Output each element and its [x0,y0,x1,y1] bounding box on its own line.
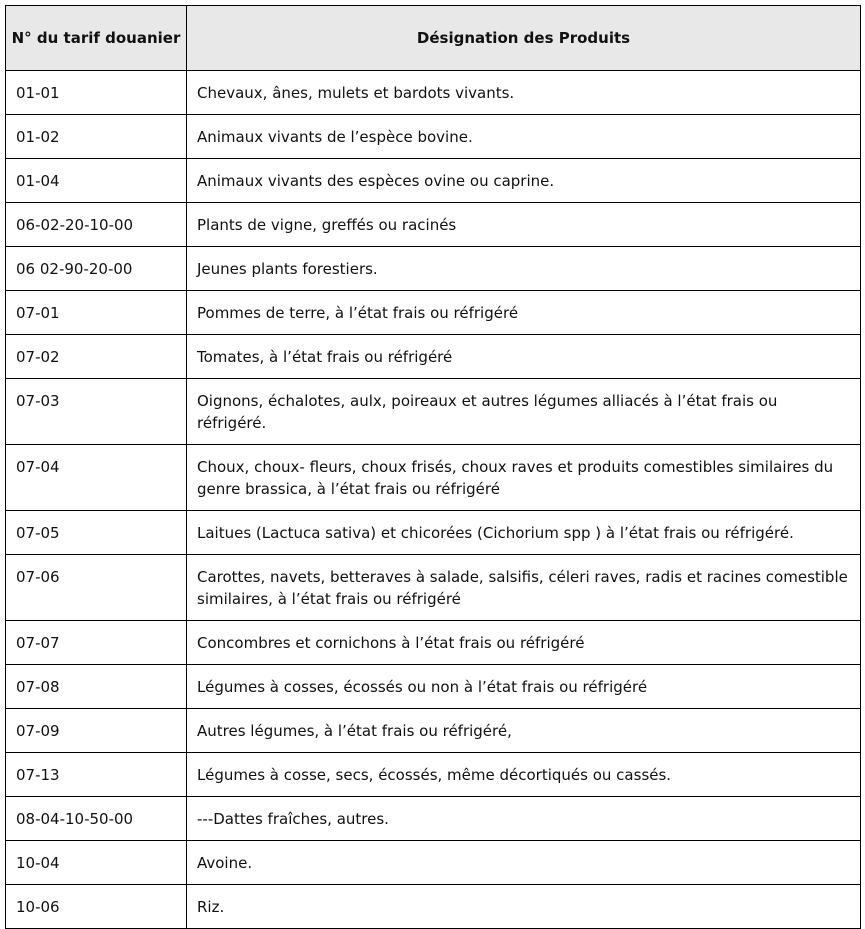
tariff-table [5,5,861,929]
designation-cell: Pommes de terre, à l’état frais ou réfrigéré [187,291,861,335]
table-row [6,885,861,929]
tariff-code-cell: 01-02 [6,115,187,159]
designation-cell: Chevaux, ânes, mulets et bardots vivants. [187,71,861,115]
table-row [6,335,861,379]
table-row [6,621,861,665]
tariff-code-cell: 01-01 [6,71,187,115]
designation-cell: Légumes à cosse, secs, écossés, même décortiqués ou cassés. [187,753,861,797]
tariff-code-cell: 07-03 [6,379,187,445]
designation-cell: Carottes, navets, betteraves à salade, salsifis, céleri raves, radis et racines comestible similaires, à l’état frais ou réfrigéré [187,555,861,621]
designation-cell: Avoine. [187,841,861,885]
designation-cell: Laitues (Lactuca sativa) et chicorées (Cichorium spp ) à l’état frais ou réfrigéré. [187,511,861,555]
tariff-code-cell: 10-06 [6,885,187,929]
tariff-code-cell: 07-08 [6,665,187,709]
tariff-code-cell: 07-04 [6,445,187,511]
tariff-code-cell: 06 02-90-20-00 [6,247,187,291]
table-header [6,6,861,71]
tariff-code-cell: 07-13 [6,753,187,797]
table-row [6,445,861,511]
designation-cell: Animaux vivants de l’espèce bovine. [187,115,861,159]
designation-cell: Riz. [187,885,861,929]
table-row [6,709,861,753]
tariff-code-cell: 10-04 [6,841,187,885]
table-row [6,115,861,159]
table-row [6,665,861,709]
designation-cell: Jeunes plants forestiers. [187,247,861,291]
designation-cell: Choux, choux- fleurs, choux frisés, choux raves et produits comestibles similaires du genre brassica, à l’état frais ou réfrigéré [187,445,861,511]
tariff-code-cell: 01-04 [6,159,187,203]
table-row [6,797,861,841]
table-row [6,511,861,555]
table-row [6,159,861,203]
table-row [6,379,861,445]
table-row [6,291,861,335]
tariff-code-cell: 08-04-10-50-00 [6,797,187,841]
tariff-code-cell: 07-05 [6,511,187,555]
tariff-code-cell: 07-06 [6,555,187,621]
table-row [6,203,861,247]
designation-cell: ---Dattes fraîches, autres. [187,797,861,841]
header-row [6,6,861,71]
designation-cell: Animaux vivants des espèces ovine ou caprine. [187,159,861,203]
tariff-code-cell: 06-02-20-10-00 [6,203,187,247]
table-body [6,71,861,929]
designation-cell: Légumes à cosses, écossés ou non à l’état frais ou réfrigéré [187,665,861,709]
table-row [6,555,861,621]
header-tariff-number-label: N° du tarif douanier [11,28,181,47]
designation-cell: Tomates, à l’état frais ou réfrigéré [187,335,861,379]
designation-cell: Concombres et cornichons à l’état frais ou réfrigéré [187,621,861,665]
tariff-code-cell: 07-09 [6,709,187,753]
table-row [6,71,861,115]
header-product-designation: Désignation des Produits [187,6,861,71]
table-row [6,753,861,797]
tariff-code-cell: 07-07 [6,621,187,665]
designation-cell: Plants de vigne, greffés ou racinés [187,203,861,247]
tariff-code-cell: 07-01 [6,291,187,335]
table-row [6,841,861,885]
designation-cell: Autres légumes, à l’état frais ou réfrigéré, [187,709,861,753]
designation-cell: Oignons, échalotes, aulx, poireaux et autres légumes alliacés à l’état frais ou réfrigéré. [187,379,861,445]
tariff-code-cell: 07-02 [6,335,187,379]
table-row [6,247,861,291]
header-tariff-number [6,6,187,71]
